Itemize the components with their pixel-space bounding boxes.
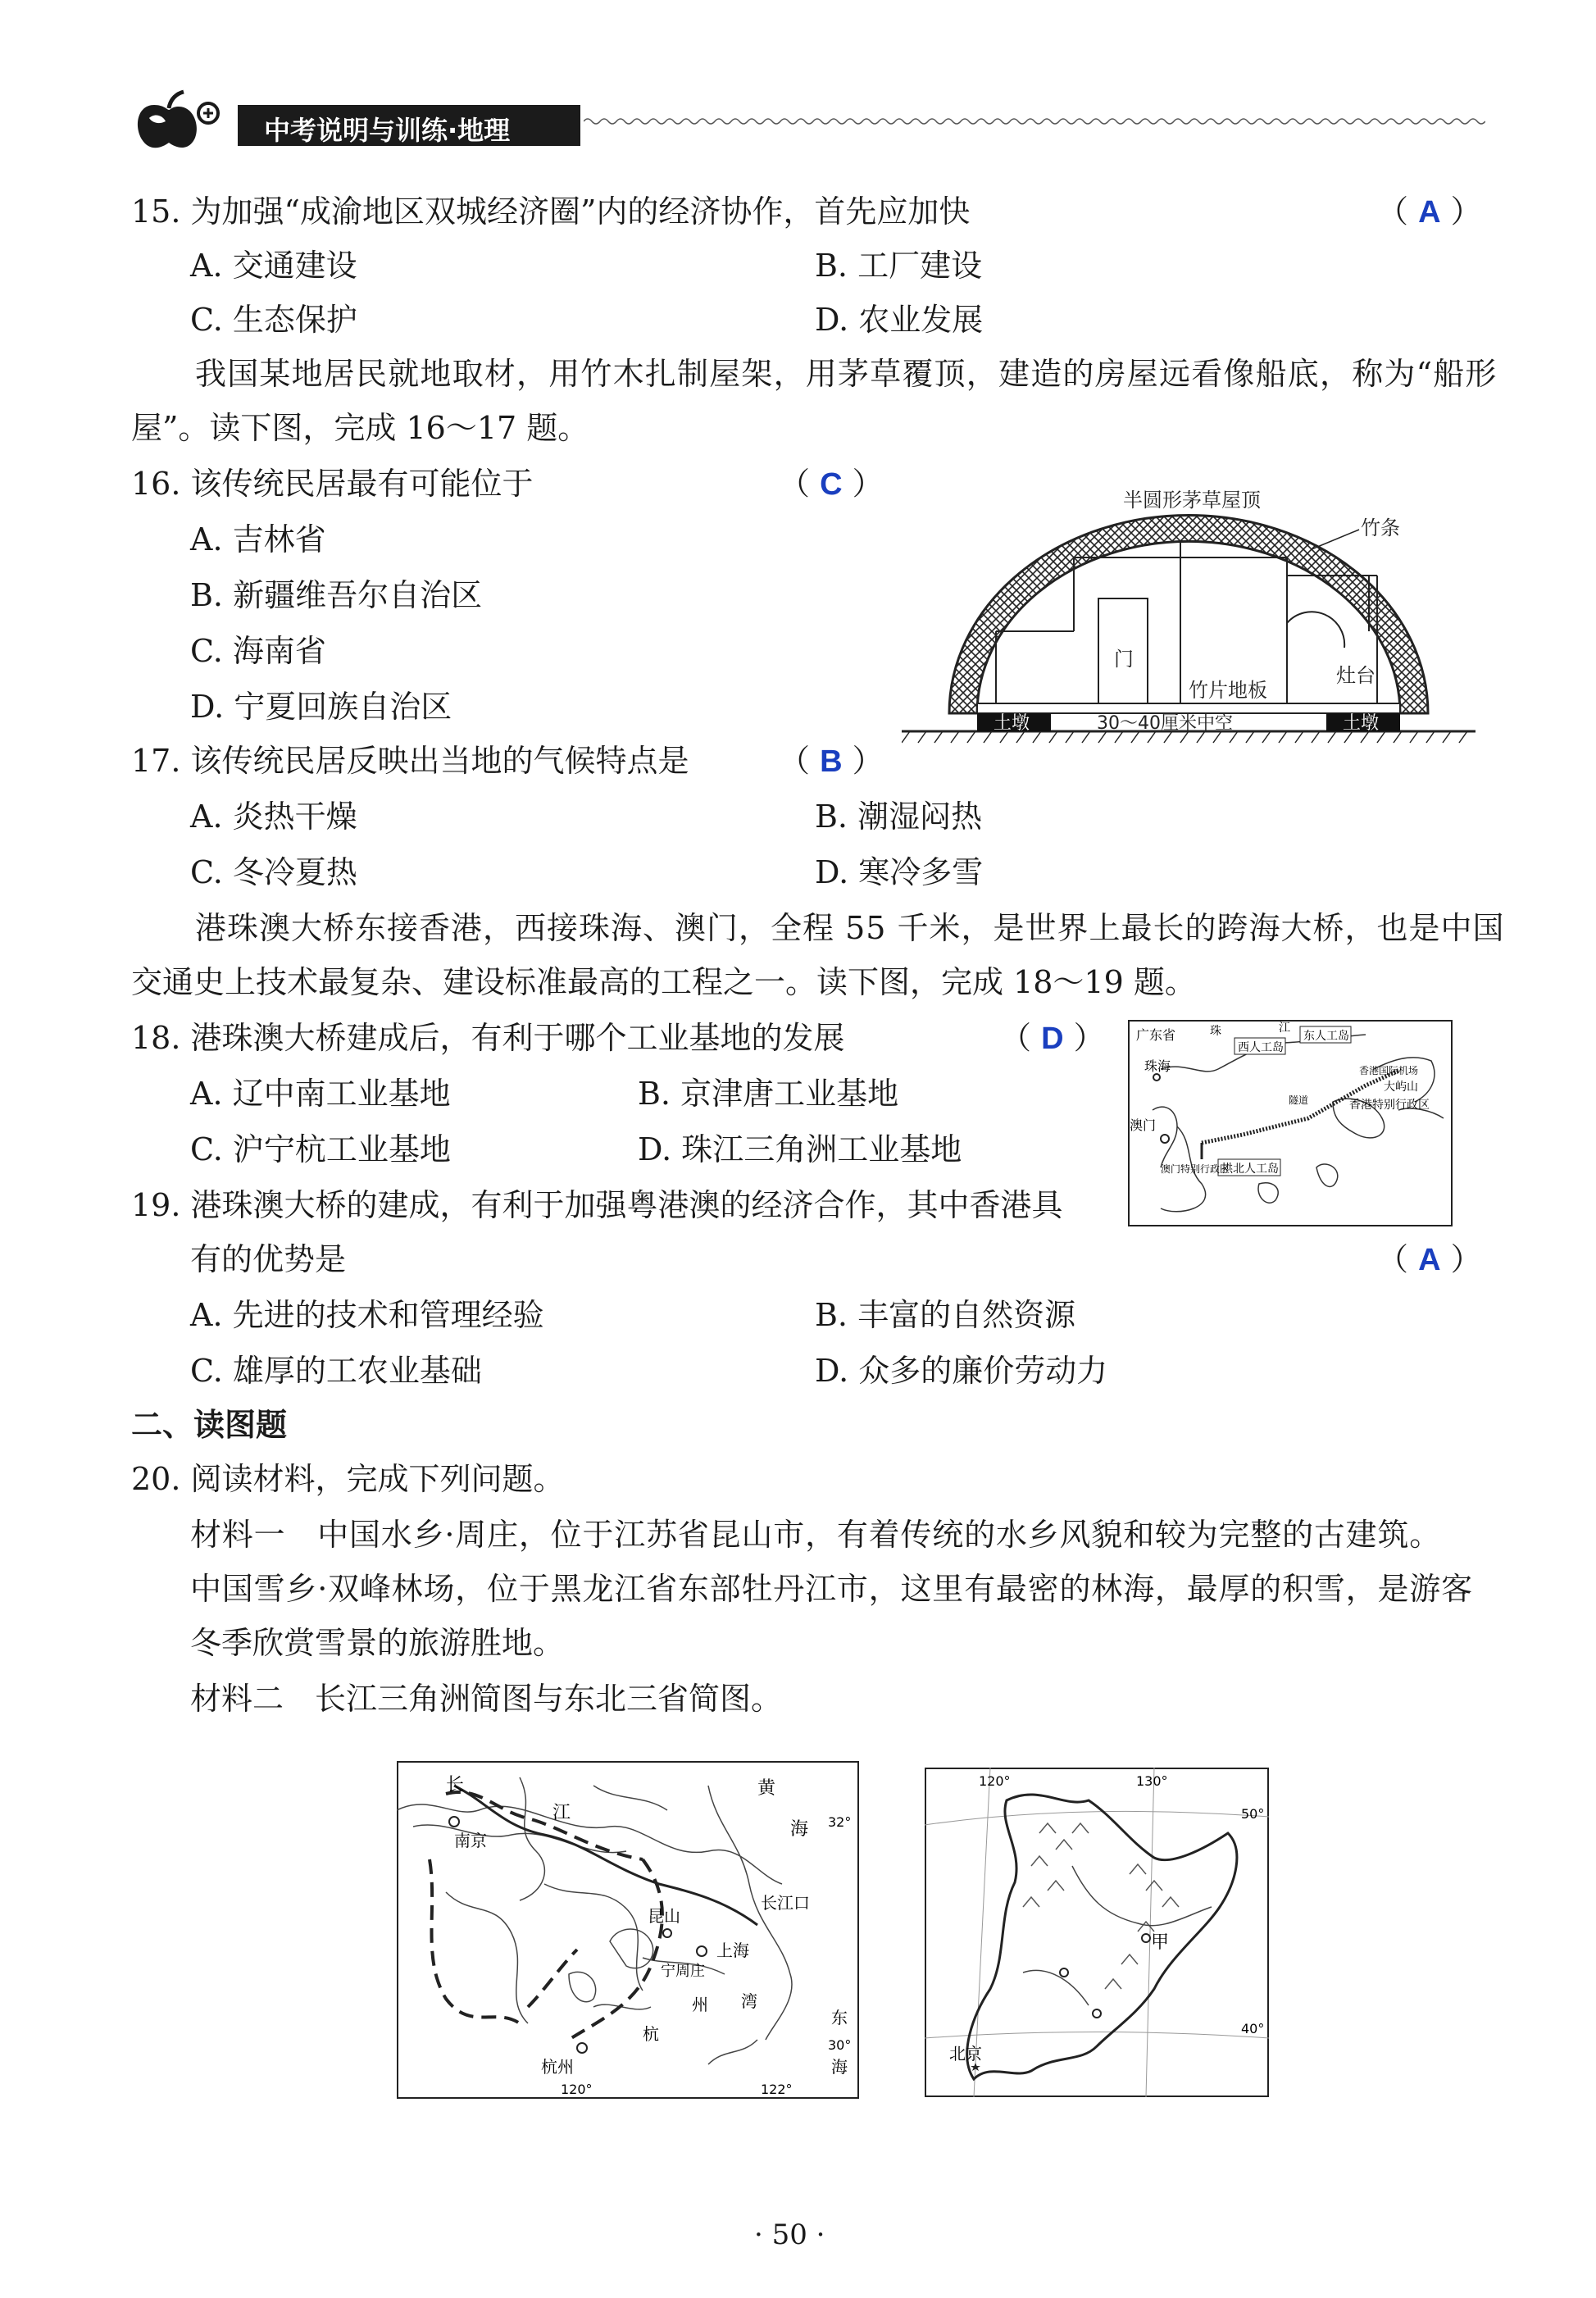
label-guangdong: 广东省 [1136,1027,1176,1043]
q15-option-b: B. 工厂建设 [815,248,983,284]
q19-option-b: B. 丰富的自然资源 [815,1297,1076,1333]
q15-answer: A [1418,195,1441,230]
map1-label-huang: 黄 [757,1778,776,1799]
q20-stem: 20. 阅读材料，完成下列问题。 [131,1461,565,1497]
map1-label-nanjing: 南京 [454,1831,487,1850]
map1-label-wan: 湾 [741,1991,757,2011]
label-tunnel: 隧道 [1289,1094,1309,1106]
pier-label-right: 土墩 [1343,713,1380,734]
q16-option-c: C. 海南省 [190,633,326,669]
q18-answer: D [1041,1022,1064,1056]
map1-label-zhouzhuang: 宁周庄 [661,1963,705,1980]
hzmb-map [1128,1020,1453,1226]
map1-label-hang: 杭 [643,2024,659,2044]
map1-label-dong: 东 [831,2008,848,2027]
q17-option-a: A. 炎热干燥 [190,799,357,835]
boat-house-diagram [902,484,1476,754]
q18-option-d: D. 珠江三角洲工业基地 [638,1131,962,1167]
map1-lat-32: 32° [828,1814,852,1830]
map2-lon-130: 130° [1136,1773,1168,1789]
map1-lon-122: 122° [761,2082,793,2097]
section2-title: 二、读图题 [131,1407,288,1443]
map2-label-beijing: 北京 [949,2044,982,2064]
q16-stem: 16. 该传统民居最有可能位于 [131,466,534,502]
header-title-bar [238,105,580,146]
intro16-line1: 我国某地居民就地取材，用竹木扎制屋架，用茅草覆顶，建造的房屋远看像船底，称为“船形 [195,356,1498,392]
map1-label-jiang: 江 [552,1803,571,1823]
northeast-map [925,1768,1269,2097]
label-lantau: 大屿山 [1384,1081,1418,1094]
bamboo-label: 竹条 [1361,516,1400,539]
q17-option-c: C. 冬冷夏热 [190,854,357,890]
label-macau-sar: 澳门特别行政区 [1161,1163,1230,1175]
map1-label-hai: 海 [790,1819,809,1840]
q17-answer: B [820,744,843,779]
intro18-line1: 港珠澳大桥东接香港，西接珠海、澳门，全程 55 千米，是世界上最长的跨海大桥，也是中国 [195,910,1505,946]
q19-stem-line2: 有的优势是 [190,1241,347,1277]
map2-lon-120: 120° [979,1773,1011,1789]
q18-stem: 18. 港珠澳大桥建成后，有利于哪个工业基地的发展 [131,1020,845,1056]
intro18-line2: 交通史上技术最复杂、建设标准最高的工程之一。读下图，完成 18～19 题。 [131,964,1196,1000]
bamboo-leader [1312,530,1359,549]
label-east-island: 东人工岛 [1303,1030,1349,1043]
intro16-line2: 屋”。读下图，完成 16～17 题。 [131,410,589,446]
yangtze-delta-map [397,1761,859,2099]
q17-answer-bracket: （ B ） [779,743,884,779]
label-zhuhai: 珠海 [1144,1058,1171,1074]
header-title: 中考说明与训练·地理 [264,115,511,146]
label-macau: 澳门 [1130,1117,1157,1133]
q15-answer-bracket: （ A ） [1377,193,1482,230]
map1-label-zhou: 州 [692,1995,708,2014]
q16-answer: C [820,467,843,502]
bamboo-floor [977,703,1400,713]
q16-option-d: D. 宁夏回族自治区 [190,689,452,725]
label-hksar: 香港特别行政区 [1349,1099,1430,1112]
label-gongbei: 拱北人工岛 [1221,1163,1279,1176]
q16-option-b: B. 新疆维吾尔自治区 [190,577,483,613]
q20-material2: 材料二 长江三角洲简图与东北三省简图。 [190,1681,783,1717]
q18-option-c: C. 沪宁杭工业基地 [190,1131,451,1167]
page-number: · 50 · [754,2218,825,2251]
q17-option-d: D. 寒冷多雪 [815,854,984,890]
door-label: 门 [1114,648,1134,671]
q15-option-a: A. 交通建设 [190,248,357,284]
q19-option-c: C. 雄厚的工农业基础 [190,1353,482,1389]
map2-lat-40: 40° [1241,2021,1265,2036]
q15-stem: 15. 为加强“成渝地区双城经济圈”内的经济协作，首先应加快 [131,193,971,230]
q19-option-a: A. 先进的技术和管理经验 [190,1297,544,1333]
roof-label: 半圆形茅草屋顶 [1123,489,1261,512]
map1-label-chang: 长 [446,1775,465,1795]
apple-logo-icon [130,89,228,154]
gap-label: 30～40厘米中空 [1097,713,1233,734]
label-jiang: 江 [1279,1022,1290,1035]
q20-material1-line3: 冬季欣赏雪景的旅游胜地。 [190,1625,565,1661]
map1-label-kunshan: 昆山 [648,1906,680,1926]
pier-label-left: 土墩 [994,713,1030,734]
label-hk-airport: 香港国际机场 [1359,1065,1419,1076]
q15-option-d: D. 农业发展 [815,302,984,338]
q19-stem-line1: 19. 港珠澳大桥的建成，有利于加强粤港澳的经济合作，其中香港具 [131,1187,1063,1223]
q18-option-a: A. 辽中南工业基地 [190,1076,451,1112]
q15-option-c: C. 生态保护 [190,302,357,338]
label-zhu: 珠 [1210,1025,1221,1038]
floor-label: 竹片地板 [1189,679,1267,702]
map1-label-hangzhou: 杭州 [541,2057,574,2077]
q19-answer-bracket: （ A ） [1377,1241,1482,1277]
q17-stem: 17. 该传统民居反映出当地的气候特点是 [131,743,689,779]
q18-option-b: B. 京津唐工业基地 [638,1076,899,1112]
q19-option-d: D. 众多的廉价劳动力 [815,1353,1108,1389]
header-logo [130,89,228,154]
map1-label-estuary: 长江口 [761,1893,810,1913]
map1-label-shanghai: 上海 [716,1941,749,1960]
q20-material1-line1: 材料一 中国水乡·周庄，位于江苏省昆山市，有着传统的水乡风貌和较为完整的古建筑。 [190,1517,1442,1553]
q18-answer-bracket: （ D ） [1000,1020,1105,1056]
map1-label-hai2: 海 [831,2057,848,2077]
q19-answer: A [1418,1243,1441,1277]
map2-lat-50: 50° [1241,1806,1265,1822]
label-west-island: 西人工岛 [1238,1041,1284,1054]
q16-option-a: A. 吉林省 [190,521,326,557]
map2-label-jia: 甲 [1151,1932,1170,1953]
header-wavy-divider [584,113,1485,130]
stove-label: 灶台 [1336,664,1375,687]
map1-lat-30: 30° [828,2037,852,2053]
map1-lon-120: 120° [561,2082,593,2097]
q16-answer-bracket: （ C ） [779,466,884,502]
q17-option-b: B. 潮湿闷热 [815,799,983,835]
q20-material1-line2: 中国雪乡·双峰林场，位于黑龙江省东部牡丹江市，这里有最密的林海，最厚的积雪，是游客 [190,1571,1473,1607]
